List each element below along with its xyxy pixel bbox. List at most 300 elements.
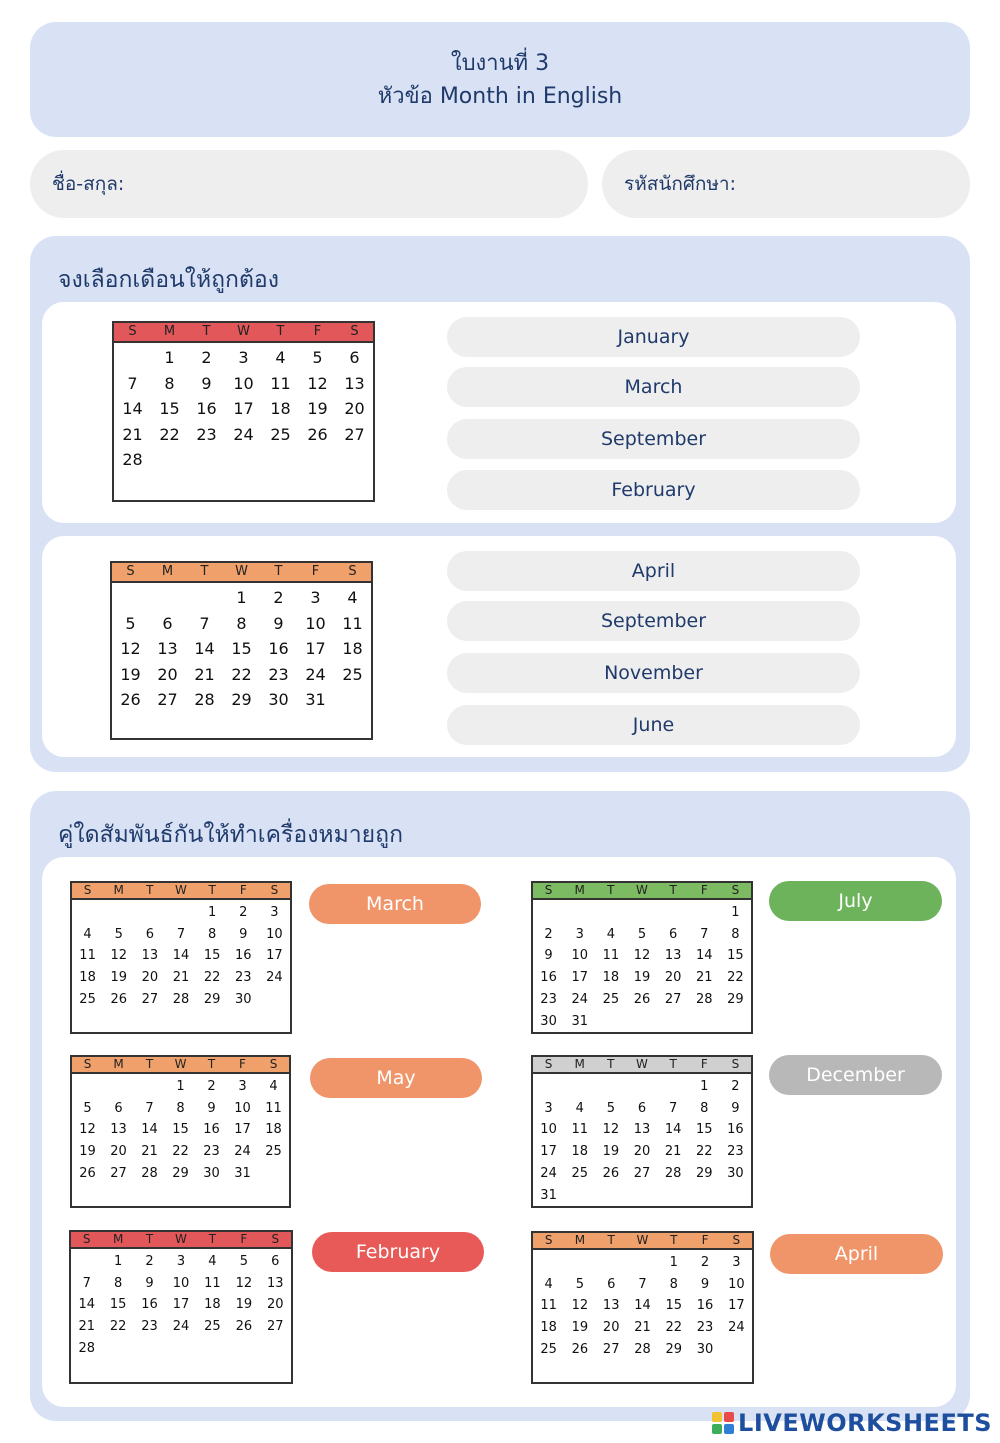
calendar-day: 25 [571,1165,588,1181]
calendar-day: 27 [602,1341,620,1357]
weekday-label: S [731,1057,740,1071]
calendar-day: 5 [239,1254,248,1269]
calendar-day: 28 [78,1340,95,1356]
calendar-pair-5 [69,1230,293,1384]
calendar-day: 13 [141,948,159,964]
calendar-day: 3 [238,1079,247,1094]
calendar-day: 20 [344,399,365,418]
calendar-day: 23 [196,424,217,444]
calendar-day: 17 [571,970,588,986]
calendar-day: 3 [575,926,584,942]
month-pill-pair-1[interactable]: March [309,884,481,924]
calendar-day: 6 [637,1100,647,1116]
calendar-empty-cell [595,1076,626,1098]
weekday-label: T [607,1057,615,1071]
weekday-label: F [701,1233,709,1247]
calendar-day: 16 [268,639,289,658]
calendar-empty-cell [596,1252,627,1274]
calendar-days [114,343,373,473]
calendar-day: 3 [732,1255,741,1270]
calendar-day: 8 [236,613,247,633]
calendar-day: 26 [120,690,141,709]
calendar-day: 3 [270,905,279,920]
weekday-label: W [175,883,187,897]
month-pill-pair-2[interactable]: July [769,881,942,921]
calendar-weekday-header [72,883,290,900]
weekday-label: S [269,1057,278,1071]
calendar-day: 1 [731,905,740,920]
weekday-label: T [669,883,677,897]
weekday-label: S [271,1232,280,1246]
calendar-days [533,1250,752,1361]
calendar-day: 21 [634,1320,651,1336]
logo-text: LIVEWORKSHEETS [738,1409,992,1437]
calendar-day: 28 [194,690,215,709]
calendar-empty-cell [112,585,149,611]
calendar-day: 25 [602,991,620,1007]
calendar-day: 6 [607,1276,616,1292]
calendar-day: 24 [233,424,254,444]
calendar-empty-cell [564,1076,595,1098]
weekday-label: W [235,564,248,579]
calendar-day: 23 [235,970,252,986]
weekday-label: F [313,324,322,339]
calendar-day: 12 [633,948,651,964]
liveworksheets-logo[interactable] [712,1406,992,1440]
calendar-day: 24 [266,970,283,986]
calendar-day: 1 [113,1254,123,1269]
calendar-day: 16 [696,1298,714,1314]
calendar-weekday-header [533,1233,752,1250]
calendar-day: 29 [696,1165,713,1181]
calendar-day: 30 [235,991,252,1007]
calendar-day: 23 [268,664,289,684]
calendar-day: 12 [571,1298,589,1314]
calendar-day: 28 [141,1165,158,1181]
calendar-day: 29 [727,991,744,1007]
calendar-day: 3 [238,348,249,367]
weekday-label: S [83,1057,92,1071]
weekday-label: T [670,1233,678,1247]
calendar-day: 7 [82,1275,91,1291]
worksheet-topic: หัวข้อ Month in English [377,83,623,109]
calendar-day: 1 [700,1079,709,1094]
option-q2-2[interactable]: September [447,601,860,641]
calendar-day: 23 [203,1144,220,1160]
calendar-day: 15 [203,948,221,964]
weekday-label: S [128,324,137,339]
option-q1-2[interactable]: March [447,367,860,407]
calendar-day: 12 [235,1275,253,1291]
calendar-day: 24 [728,1320,745,1336]
calendar-empty-cell [626,902,657,924]
weekday-label: T [276,324,285,339]
weekday-label: T [669,1057,677,1071]
calendar-day: 21 [122,424,143,444]
calendar-empty-cell [533,1076,564,1098]
weekday-label: S [82,1232,91,1246]
calendar-day: 11 [265,1100,282,1116]
calendar-days [71,1249,291,1360]
calendar-day: 18 [342,639,363,658]
option-q2-3[interactable]: November [447,653,860,693]
calendar-day: 28 [696,991,713,1007]
calendar-day: 9 [145,1275,154,1291]
calendar-day: 10 [305,613,326,633]
calendar-day: 8 [164,373,175,393]
calendar-day: 17 [234,1122,251,1138]
weekday-label: W [175,1232,187,1246]
weekday-label: S [350,324,359,339]
calendar-day: 13 [664,948,682,964]
calendar-days [72,900,290,1011]
calendar-day: 15 [665,1298,683,1314]
calendar-day: 19 [235,1297,253,1313]
calendar-day: 4 [269,1079,278,1094]
calendar-day: 23 [540,991,557,1007]
calendar-day: 15 [109,1297,127,1313]
calendar-pair-2 [531,881,753,1034]
calendar-day: 14 [172,948,190,964]
calendar-day: 9 [544,948,553,964]
calendar-day: 24 [571,991,588,1007]
month-pill-pair-4[interactable]: December [769,1055,942,1095]
calendar-day: 3 [310,588,321,607]
calendar-day: 6 [162,613,173,633]
calendar-empty-cell [114,345,151,371]
calendar-day: 16 [727,1122,744,1138]
weekday-label: W [174,1057,187,1071]
calendar-day: 12 [110,948,127,964]
calendar-day: 29 [172,1165,189,1181]
calendar-day: 16 [235,948,252,964]
calendar-day: 16 [141,1297,158,1313]
weekday-label: M [113,883,124,897]
calendar-day: 17 [233,399,254,418]
weekday-label: F [239,1057,246,1071]
calendar-day: 10 [233,373,254,393]
calendar-day: 2 [731,1079,740,1094]
worksheet-number: ใบงานที่ 3 [450,50,550,76]
calendar-day: 13 [157,639,178,658]
calendar-day: 2 [207,1079,216,1094]
calendar-day: 11 [270,373,291,393]
worksheet-header [30,22,970,137]
calendar-day: 1 [669,1255,678,1270]
calendar-day: 7 [127,373,138,393]
calendar-day: 21 [696,970,713,986]
month-pill-pair-5[interactable]: February [312,1232,484,1272]
calendar-day: 12 [307,373,328,393]
calendar-day: 9 [201,373,212,393]
calendar-day: 27 [664,991,682,1007]
calendar-day: 18 [602,970,620,986]
calendar-day: 22 [727,970,744,986]
calendar-day: 27 [633,1165,651,1181]
calendar-pair-6 [531,1231,754,1384]
calendar-day: 10 [234,1100,251,1116]
calendar-day: 9 [731,1100,740,1116]
weekday-label: M [163,324,176,339]
calendar-day: 21 [172,970,190,986]
calendar-day: 27 [141,991,159,1007]
calendar-weekday-header [533,883,751,900]
calendar-day: 24 [305,664,326,684]
calendar-day: 13 [267,1275,284,1291]
calendar-empty-cell [149,585,186,611]
section2-title: คู่ใดสัมพันธ์กันให้ทำเครื่องหมายถูก [58,822,403,848]
weekday-label: T [207,1057,216,1071]
weekday-label: S [544,1057,553,1071]
calendar-day: 8 [700,1100,709,1116]
calendar-day: 8 [669,1276,678,1292]
calendar-q1 [112,321,375,502]
calendar-day: 31 [540,1187,557,1203]
calendar-day: 7 [668,1100,678,1116]
option-q1-4[interactable]: February [447,470,860,510]
weekday-label: F [311,564,320,579]
name-label: ชื่อ-สกุล: [52,173,125,195]
calendar-day: 27 [157,690,178,709]
calendar-day: 5 [114,926,123,942]
calendar-day: 24 [540,1165,557,1181]
calendar-days [533,1074,751,1206]
calendar-day: 20 [110,1144,127,1160]
calendar-day: 5 [606,1100,615,1116]
calendar-days [533,900,751,1032]
calendar-empty-cell [564,1252,595,1274]
weekday-label: T [607,1233,615,1247]
calendar-day: 3 [544,1100,553,1116]
calendar-day: 25 [270,424,291,444]
calendar-empty-cell [564,902,595,924]
weekday-label: S [544,1233,553,1247]
weekday-label: T [274,564,283,579]
calendar-day: 31 [571,1013,588,1029]
calendar-day: 18 [540,1320,557,1336]
calendar-day: 2 [544,926,553,942]
weekday-label: T [200,564,209,579]
calendar-day: 9 [239,926,248,942]
calendar-weekday-header [72,1057,289,1074]
calendar-day: 15 [696,1122,713,1138]
weekday-label: T [146,883,154,897]
option-q2-1[interactable]: April [447,551,860,591]
calendar-day: 22 [109,1319,127,1335]
calendar-day: 24 [172,1319,190,1335]
calendar-day: 16 [196,399,217,418]
calendar-day: 4 [208,1254,217,1269]
calendar-day: 25 [204,1319,221,1335]
calendar-day: 1 [207,905,217,920]
calendar-day: 11 [571,1122,588,1138]
weekday-label: F [240,1232,248,1246]
calendar-day: 17 [266,948,283,964]
calendar-day: 6 [271,1254,280,1269]
weekday-label: F [700,883,708,897]
calendar-day: 16 [540,970,557,986]
calendar-day: 18 [571,1144,588,1160]
month-pill-pair-3[interactable]: May [310,1058,482,1098]
weekday-label: S [270,883,279,897]
calendar-day: 22 [696,1144,713,1160]
calendar-day: 4 [575,1100,584,1116]
calendar-day: 26 [571,1341,589,1357]
weekday-label: S [544,883,553,897]
calendar-day: 20 [633,1144,651,1160]
calendar-day: 20 [602,1320,620,1336]
calendar-day: 13 [602,1298,620,1314]
calendar-empty-cell [134,1076,165,1098]
calendar-day: 7 [176,926,186,942]
calendar-day: 21 [78,1319,95,1335]
calendar-day: 26 [235,1319,253,1335]
calendar-day: 1 [164,348,175,367]
calendar-day: 10 [172,1275,190,1291]
calendar-day: 1 [176,1079,185,1094]
calendar-day: 27 [110,1165,127,1181]
calendar-day: 9 [273,613,284,633]
calendar-empty-cell [626,1076,657,1098]
calendar-day: 11 [602,948,620,964]
calendar-day: 2 [700,1255,710,1270]
calendar-day: 30 [203,1165,220,1181]
weekday-label: T [202,324,211,339]
weekday-label: S [348,564,357,579]
calendar-pair-1 [70,881,292,1034]
weekday-label: M [574,883,585,897]
calendar-day: 9 [700,1276,710,1292]
calendar-empty-cell [186,585,223,611]
calendar-day: 8 [176,1100,185,1116]
weekday-label: F [239,883,247,897]
calendar-day: 6 [668,926,678,942]
calendar-day: 25 [265,1144,282,1160]
calendar-day: 22 [172,1144,189,1160]
calendar-day: 10 [540,1122,557,1138]
calendar-day: 14 [664,1122,682,1138]
calendar-day: 12 [602,1122,620,1138]
calendar-day: 10 [266,926,283,942]
option-q1-3[interactable]: September [447,419,860,459]
calendar-pair-3 [70,1055,291,1208]
calendar-day: 25 [540,1341,557,1357]
calendar-day: 19 [307,399,328,418]
calendar-day: 14 [78,1297,95,1313]
calendar-day: 19 [602,1144,620,1160]
calendar-empty-cell [72,902,103,924]
weekday-label: T [607,883,615,897]
calendar-day: 23 [727,1144,744,1160]
calendar-day: 18 [204,1297,221,1313]
calendar-day: 20 [267,1297,284,1313]
weekday-label: M [113,1057,124,1071]
option-q1-1[interactable]: January [447,317,860,357]
calendar-day: 6 [114,1100,123,1116]
calendar-q2 [110,561,373,740]
calendar-weekday-header [114,323,373,343]
calendar-day: 8 [207,926,217,942]
calendar-day: 19 [633,970,651,986]
calendar-day: 22 [203,970,221,986]
weekday-label: M [574,1057,585,1071]
calendar-day: 29 [203,991,221,1007]
month-pill-pair-6[interactable]: April [770,1234,943,1274]
calendar-day: 29 [665,1341,683,1357]
calendar-empty-cell [134,902,165,924]
calendar-empty-cell [658,1076,689,1098]
calendar-day: 14 [122,399,143,418]
calendar-day: 14 [194,639,215,658]
calendar-day: 30 [268,690,289,709]
weekday-label: W [636,1233,649,1247]
calendar-day: 5 [575,1276,585,1292]
weekday-label: W [636,1057,648,1071]
calendar-empty-cell [658,902,689,924]
weekday-label: S [126,564,135,579]
calendar-empty-cell [103,902,134,924]
option-q2-4[interactable]: June [447,705,860,745]
calendar-day: 14 [696,948,713,964]
calendar-day: 2 [201,348,212,367]
calendar-empty-cell [165,902,196,924]
weekday-label: T [208,1232,217,1246]
calendar-day: 26 [602,1165,620,1181]
calendar-day: 19 [110,970,127,986]
name-field[interactable] [30,150,588,218]
calendar-empty-cell [533,902,564,924]
calendar-day: 3 [176,1254,186,1269]
calendar-day: 1 [236,588,247,607]
calendar-day: 4 [347,588,358,607]
calendar-day: 10 [728,1276,745,1292]
calendar-day: 10 [571,948,588,964]
calendar-day: 14 [634,1298,651,1314]
student-id-field[interactable] [602,150,970,218]
calendar-day: 19 [571,1320,589,1336]
weekday-label: T [145,1057,154,1071]
calendar-day: 26 [79,1165,96,1181]
weekday-label: S [732,1233,741,1247]
calendar-day: 8 [731,926,740,942]
calendar-day: 17 [172,1297,190,1313]
calendar-weekday-header [533,1057,751,1074]
calendar-day: 7 [199,613,210,633]
student-id-label: รหัสนักศึกษา: [624,173,736,195]
calendar-day: 16 [203,1122,220,1138]
calendar-day: 28 [634,1341,651,1357]
calendar-day: 13 [633,1122,651,1138]
calendar-day: 7 [145,1100,154,1116]
calendar-day: 6 [349,348,360,367]
calendar-day: 11 [540,1298,557,1314]
calendar-day: 27 [267,1319,284,1335]
calendar-day: 12 [120,639,141,658]
calendar-day: 4 [606,926,615,942]
calendar-day: 28 [664,1165,682,1181]
calendar-day: 25 [79,991,96,1007]
weekday-label: W [636,883,648,897]
calendar-day: 15 [231,639,252,658]
calendar-day: 30 [540,1013,557,1029]
calendar-weekday-header [112,563,371,583]
calendar-day: 4 [275,348,286,367]
calendar-days [112,583,371,713]
calendar-day: 22 [231,664,252,684]
calendar-day: 26 [307,424,328,444]
calendar-day: 19 [120,664,141,684]
calendar-day: 11 [204,1275,221,1291]
